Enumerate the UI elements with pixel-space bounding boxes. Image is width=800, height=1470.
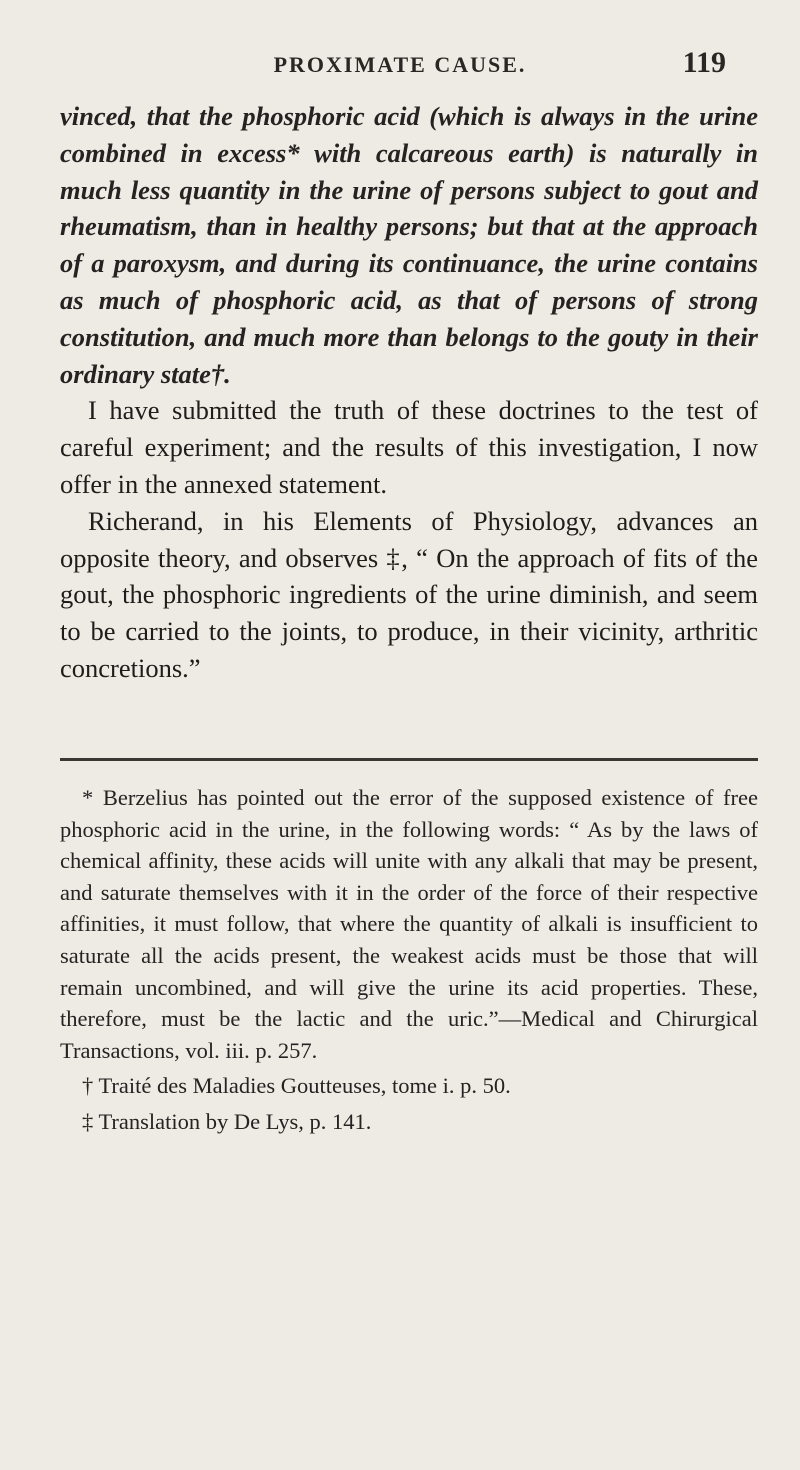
main-text	[60, 98, 758, 687]
footnote-divider	[60, 758, 758, 761]
running-title: PROXIMATE CAUSE.	[273, 52, 527, 77]
paragraph-experiment: I have submitted the truth of these doctrines to the test of careful experiment; and the results of this investigation, I now offer in the annexed statement.	[60, 395, 758, 499]
paragraph-richerand: Richerand, in his Elements of Physiology, advances an opposite theory, and observes ‡, “ On the approach of fits of the gout, the phosphoric ingredients of the urine diminish, and seem to be carried to the joints, to produce, in their vicinity, arthritic concretions.”	[60, 505, 758, 683]
footnote-traite: † Traité des Maladies Goutteuses, tome i. p. 50.	[82, 1073, 511, 1099]
footnote-berzelius: * Berzelius has pointed out the error of the supposed existence of free phosphoric acid in the urine, in the following words: “ As by the laws of chemical affinity, these acids will unite with any alkali that may be present, and saturate themselves with it in the order of the force of their respective affinities, it must follow, that where the quantity of alkali is insufficient to saturate all the acids present, the weakest acids must be those that will remain uncombined, and will give the urine its acid properties. These, therefore, must be the lactic and the uric.”—Medical and Chirurgical Transactions, vol. iii. p. 257.	[60, 785, 758, 1063]
footnote-translation: ‡ Translation by De Lys, p. 141.	[82, 1108, 372, 1134]
footnotes	[60, 782, 758, 1138]
italic-paragraph: vinced, that the phosphoric acid (which is always in the urine combined in excess* with calcareous earth) is naturally in much less quantity in the urine of persons subject to gout and rheumatism, than in healthy persons; but that at the approach of a paroxysm, and during its continuance, the urine contains as much of phosphoric acid, as that of persons of strong constitution, and much more than belongs to the gouty in their ordinary state†.	[60, 101, 758, 389]
page-number: 119	[682, 46, 726, 79]
